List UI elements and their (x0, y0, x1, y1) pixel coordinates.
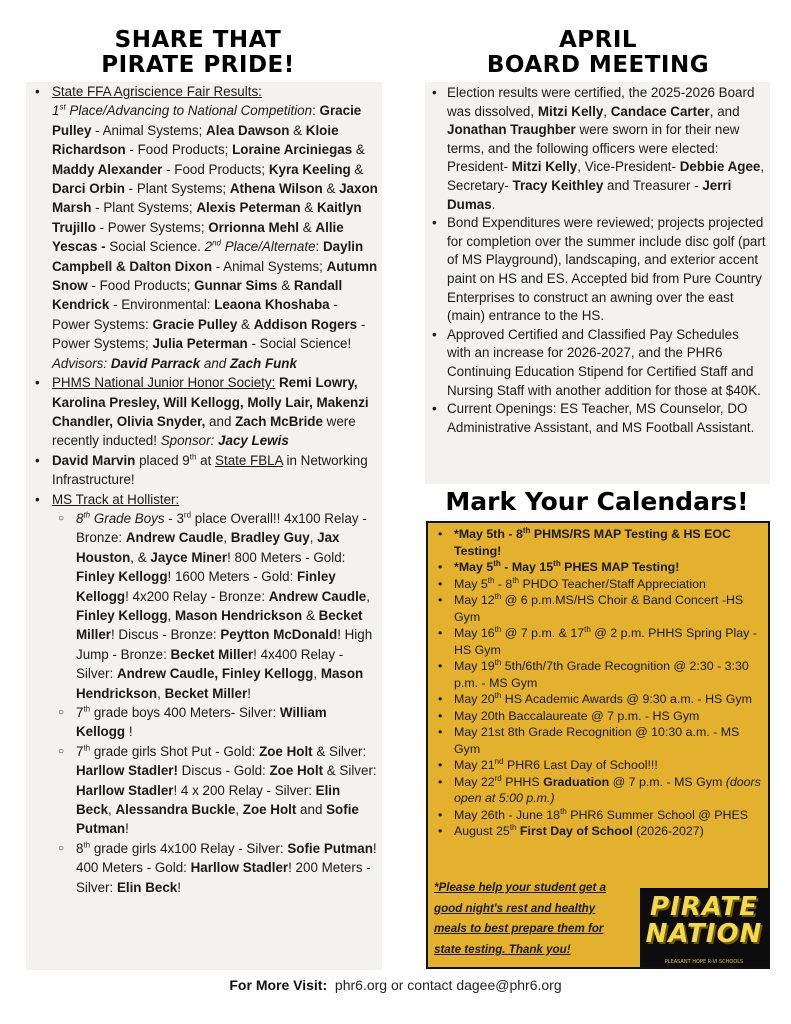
footer: For More Visit: phr6.org or contact dagee@phr6.org (229, 977, 562, 993)
calendar-list (428, 526, 766, 840)
calendar-item: • May 20th Baccalaureate @ 7 p.m. - HS Gym (428, 708, 766, 725)
list-item: ○ 8th Grade Boys - 3rd place Overall!! 4x100 Relay - Bronze: Andrew Caudle, Bradley Guy, Jax Houston, & Jayce Miner! 800 Meters - Gold: Finley Kellogg! 1600 Meters - Gold: Finley Kellogg! 4x200 Relay - Bronze: Andrew Caudle, Finley Kellogg, Mason Hendrickson & Becket Miller! Discus - Bronze: Peytton McDonald! High Jump - Bronze: Becket Miller! 4x400 Relay - Silver: Andrew Caudle, Finley Kellogg, Mason Hendrickson, Becket Miller! (52, 509, 378, 703)
calendar-item: • May 20th HS Academic Awards @ 9:30 a.m. - HS Gym (428, 691, 766, 708)
list-item: • MS Track at Hollister: ○ 8th Grade Boys - 3rd place Overall!! 4x100 Relay - Bronze: Andrew Caudle, Bradley Guy, Jax Houston, & Jayce Miner! 800 Meters - Gold: Finley Kellogg! 1600 Meters - Gold: Finley Kellogg! 4x200 Relay - Bronze: Andrew Caudle, Finley Kellogg, Mason Hendrickson & Becket Miller! Discus - Bronze: Peytton McDonald! High Jump - Bronze: Becket Miller! 4x400 Relay - Silver: Andrew Caudle, Finley Kellogg, Mason Hendrickson, Becket Miller! ○ 7th grade boys 400 Meters- Silver: William Kellogg ! ○ 7th grade girls Shot Put - Gold: Zoe Holt & Silver: Harllow Stadler! Discus - Gold: Zoe Holt & Silver: Harllow Stadler! 4 x 200 Relay - Silver: Elin Beck, Alessandra Buckle, Zoe Holt and Sofie Putman! ○ 8th grade girls 4x100 Relay - Silver: Sofie Putman! 400 Meters - Gold: Harllow Stadler! 200 Meters - Silver: Elin Beck! (28, 490, 378, 898)
board-meeting-panel (425, 82, 770, 484)
list-item: • State FFA Agriscience Fair Results: 1st Place/Advancing to National Competition: Gracie Pulley - Animal Systems; Alea Dawson & Kloie Richardson - Food Products; Loraine Arciniegas & Maddy Alexander - Food Products; Kyra Keeling & Darci Orbin - Plant Systems; Athena Wilson & Jaxon Marsh - Plant Systems; Alexis Peterman & Kaitlyn Trujillo - Power Systems; Orrionna Mehl & Allie Yescas - Social Science. 2nd Place/Alternate: Daylin Campbell & Dalton Dixon - Animal Systems; Autumn Snow - Food Products; Gunnar Sims & Randall Kendrick - Environmental: Leaona Khoshaba - Power Systems: Gracie Pulley & Addison Rogers - Power Systems; Julia Peterman - Social Science! Advisors: David Parrack and Zach Funk (28, 82, 378, 373)
list-item: ○ 7th grade girls Shot Put - Gold: Zoe Holt & Silver: Harllow Stadler! Discus - Gold: Zoe Holt & Silver: Harllow Stadler! 4 x 200 Relay - Silver: Elin Beck, Alessandra Buckle, Zoe Holt and Sofie Putman! (52, 742, 378, 839)
board-meeting-title: APRIL BOARD MEETING (486, 27, 710, 78)
calendar-item: • May 16th @ 7 p.m. & 17th @ 2 p.m. PHHS Spring Play - HS Gym (428, 625, 766, 658)
calendar-title: Mark Your Calendars! (445, 487, 749, 516)
list-item: • David Marvin placed 9th at State FBLA in Networking Infrastructure! (28, 451, 378, 490)
list-item: • PHMS National Junior Honor Society: Remi Lowry, Karolina Presley, Will Kellogg, Molly Lair, Makenzi Chandler, Olivia Snyder, and Zach McBride were recently inducted! Sponsor: Jacy Lewis (28, 373, 378, 451)
calendar-item: • May 12th @ 6 p.m.MS/HS Choir & Band Concert -HS Gym (428, 592, 766, 625)
list-item: • Election results were certified, the 2025-2026 Board was dissolved, Mitzi Kelly, Candace Carter, and Jonathan Traughber were sworn in for their new terms, and the following officers were elected: President- Mitzi Kelly, Vice-President- Debbie Agee, Secretary- Tracy Keithley and Treasurer - Jerri Dumas. (425, 84, 766, 214)
calendar-item: • May 21nd PHR6 Last Day of School!!! (428, 757, 766, 774)
list-item: • Approved Certified and Classified Pay Schedules with an increase for 2026-2027, and the PHR6 Continuing Education Stipend for Certified Staff and Nursing Staff with another addition for those at $40K. (425, 326, 766, 400)
calendar-item: • *May 5th - 8th PHMS/RS MAP Testing & HS EOC Testing! (428, 526, 766, 559)
list-item: • Bond Expenditures were reviewed; projects projected for completion over the summer include disc golf (part of MS Playground), landscaping, and exterior accent paint on HS and ES. Accepted bid from Pure Country Enterprises to construct an awning over the east (main) entrance to the HS. (425, 214, 766, 326)
calendar-item: • *May 5th - May 15th PHES MAP Testing! (428, 559, 766, 576)
pirate-pride-title: SHARE THAT PIRATE PRIDE! (101, 27, 295, 78)
calendar-item: • May 26th - June 18th PHR6 Summer School @ PHES (428, 807, 766, 824)
calendar-item: • August 25th First Day of School (2026-2027) (428, 823, 766, 840)
calendar-box (426, 521, 770, 969)
testing-note: *Please help your student get a good night's rest and healthy meals to best prepare them for state testing. Thank you! (434, 881, 607, 956)
calendar-item: • May 19th 5th/6th/7th Grade Recognition @ 2:30 - 3:30 p.m. - MS Gym (428, 658, 766, 691)
calendar-item: • May 22rd PHHS Graduation @ 7 p.m. - MS Gym (doors open at 5:00 p.m.) (428, 774, 766, 807)
pirate-pride-panel (26, 82, 382, 970)
list-item: ○ 7th grade boys 400 Meters- Silver: William Kellogg ! (52, 703, 378, 742)
list-item: ○ 8th grade girls 4x100 Relay - Silver: Sofie Putman! 400 Meters - Gold: Harllow Stadler! 200 Meters - Silver: Elin Beck! (52, 839, 378, 897)
calendar-item: • May 21st 8th Grade Recognition @ 10:30 a.m. - MS Gym (428, 724, 766, 757)
list-item: • Current Openings: ES Teacher, MS Counselor, DO Administrative Assistant, and MS Football Assistant. (425, 400, 766, 437)
calendar-item: • May 5th - 8th PHDO Teacher/Staff Appreciation (428, 576, 766, 593)
pirate-nation-logo: PIRATE NATION PLEASANT HOPE R-VI SCHOOLS (640, 888, 768, 967)
